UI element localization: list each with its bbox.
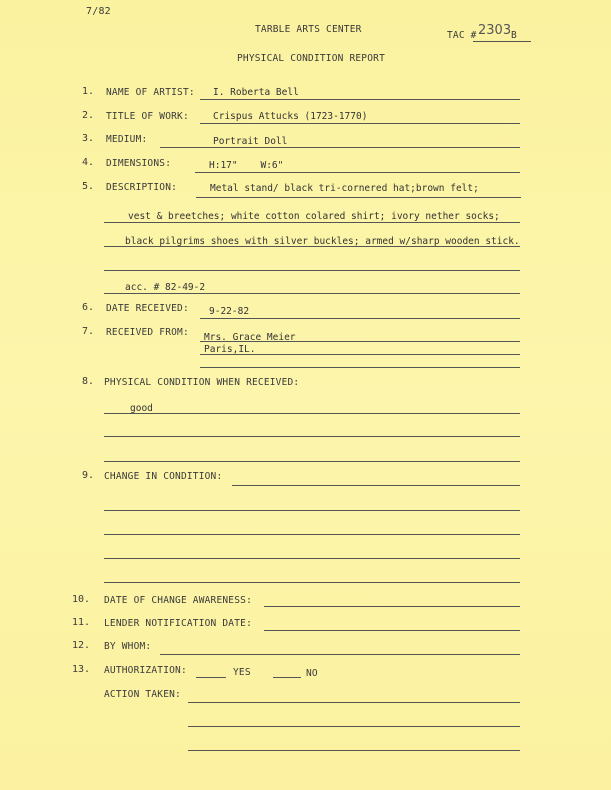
action-rule-3 — [188, 750, 520, 751]
lender-notification-line — [264, 630, 520, 631]
field-number: 6. — [81, 302, 94, 313]
description-rule-2 — [104, 222, 520, 223]
condition-rule-2 — [104, 436, 520, 437]
description-rule-1 — [196, 197, 521, 198]
description-rule-5 — [104, 293, 520, 294]
condition-received-value: good — [130, 403, 153, 414]
field-number: 1. — [81, 86, 94, 97]
field-number: 11. — [71, 617, 90, 628]
date-received-value: 9-22-82 — [209, 306, 250, 317]
received-from-rule-3 — [200, 367, 520, 368]
medium-value: Portrait Doll — [213, 136, 288, 147]
change-rule-1 — [232, 485, 520, 486]
change-condition-label: CHANGE IN CONDITION: — [104, 471, 223, 482]
yes-line — [196, 677, 226, 678]
date-code: 7/82 — [86, 6, 111, 17]
description-line-2: vest & breetches; white cotton colared shirt; ivory nether socks; — [128, 211, 500, 222]
change-rule-5 — [104, 582, 520, 583]
date-received-line — [200, 318, 520, 319]
authorization-label: AUTHORIZATION: — [104, 665, 187, 676]
tac-line — [473, 41, 531, 42]
received-from-name: Mrs. Grace Meier — [204, 332, 296, 343]
field-number: 10. — [71, 594, 90, 605]
artist-value: I. Roberta Bell — [213, 87, 299, 98]
field-number: 12. — [71, 640, 90, 651]
change-rule-3 — [104, 534, 520, 535]
action-rule-1 — [188, 702, 520, 703]
description-line-3: black pilgrims shoes with silver buckles; armed w/sharp wooden stick. — [125, 236, 520, 247]
received-from-label: RECEIVED FROM: — [106, 327, 189, 338]
change-awareness-line — [264, 606, 520, 607]
medium-line — [160, 147, 520, 148]
field-number: 5. — [81, 181, 94, 192]
by-whom-label: BY WHOM: — [104, 641, 152, 652]
description-line-1: Metal stand/ black tri-cornered hat;brown felt; — [210, 183, 479, 194]
field-number: 3. — [81, 133, 94, 144]
field-number: 8. — [81, 376, 94, 387]
dimensions-line — [195, 172, 520, 173]
action-rule-2 — [188, 726, 520, 727]
title-label: TITLE OF WORK: — [106, 111, 189, 122]
field-number: 13. — [71, 664, 90, 675]
no-line — [273, 677, 301, 678]
condition-received-label: PHYSICAL CONDITION WHEN RECEIVED: — [104, 377, 300, 388]
change-rule-4 — [104, 558, 520, 559]
description-label: DESCRIPTION: — [106, 182, 178, 193]
received-from-place: Paris,IL. — [204, 344, 256, 355]
org-name: TARBLE ARTS CENTER — [255, 24, 362, 35]
description-rule-3 — [104, 246, 520, 247]
field-number: 7. — [81, 326, 94, 337]
title-line — [200, 123, 520, 124]
lender-notification-label: LENDER NOTIFICATION DATE: — [104, 618, 252, 629]
yes-option: YES — [233, 667, 251, 678]
artist-label: NAME OF ARTIST: — [106, 87, 195, 98]
tac-label: TAC # — [447, 30, 477, 41]
field-number: 9. — [81, 470, 94, 481]
action-taken-label: ACTION TAKEN: — [104, 689, 181, 700]
condition-rule-1 — [104, 413, 520, 414]
tac-suffix: B — [511, 30, 517, 41]
change-rule-2 — [104, 510, 520, 511]
tac-number: 2303 — [478, 23, 512, 38]
description-rule-4 — [104, 270, 520, 271]
field-number: 4. — [81, 157, 94, 168]
medium-label: MEDIUM: — [106, 134, 148, 145]
condition-rule-3 — [104, 461, 520, 462]
date-received-label: DATE RECEIVED: — [106, 303, 189, 314]
change-awareness-label: DATE OF CHANGE AWARENESS: — [104, 595, 252, 606]
report-title: PHYSICAL CONDITION REPORT — [237, 53, 385, 64]
artist-line — [200, 99, 520, 100]
title-value: Crispus Attucks (1723-1770) — [213, 111, 368, 122]
dimensions-label: DIMENSIONS: — [106, 158, 172, 169]
field-number: 2. — [81, 110, 94, 121]
received-from-rule-2 — [200, 354, 520, 355]
dimensions-value: H:17" W:6" — [209, 160, 284, 171]
no-option: NO — [306, 668, 318, 679]
accession-number: acc. # 82-49-2 — [125, 282, 206, 293]
by-whom-line — [160, 654, 520, 655]
received-from-rule-1 — [200, 341, 520, 342]
